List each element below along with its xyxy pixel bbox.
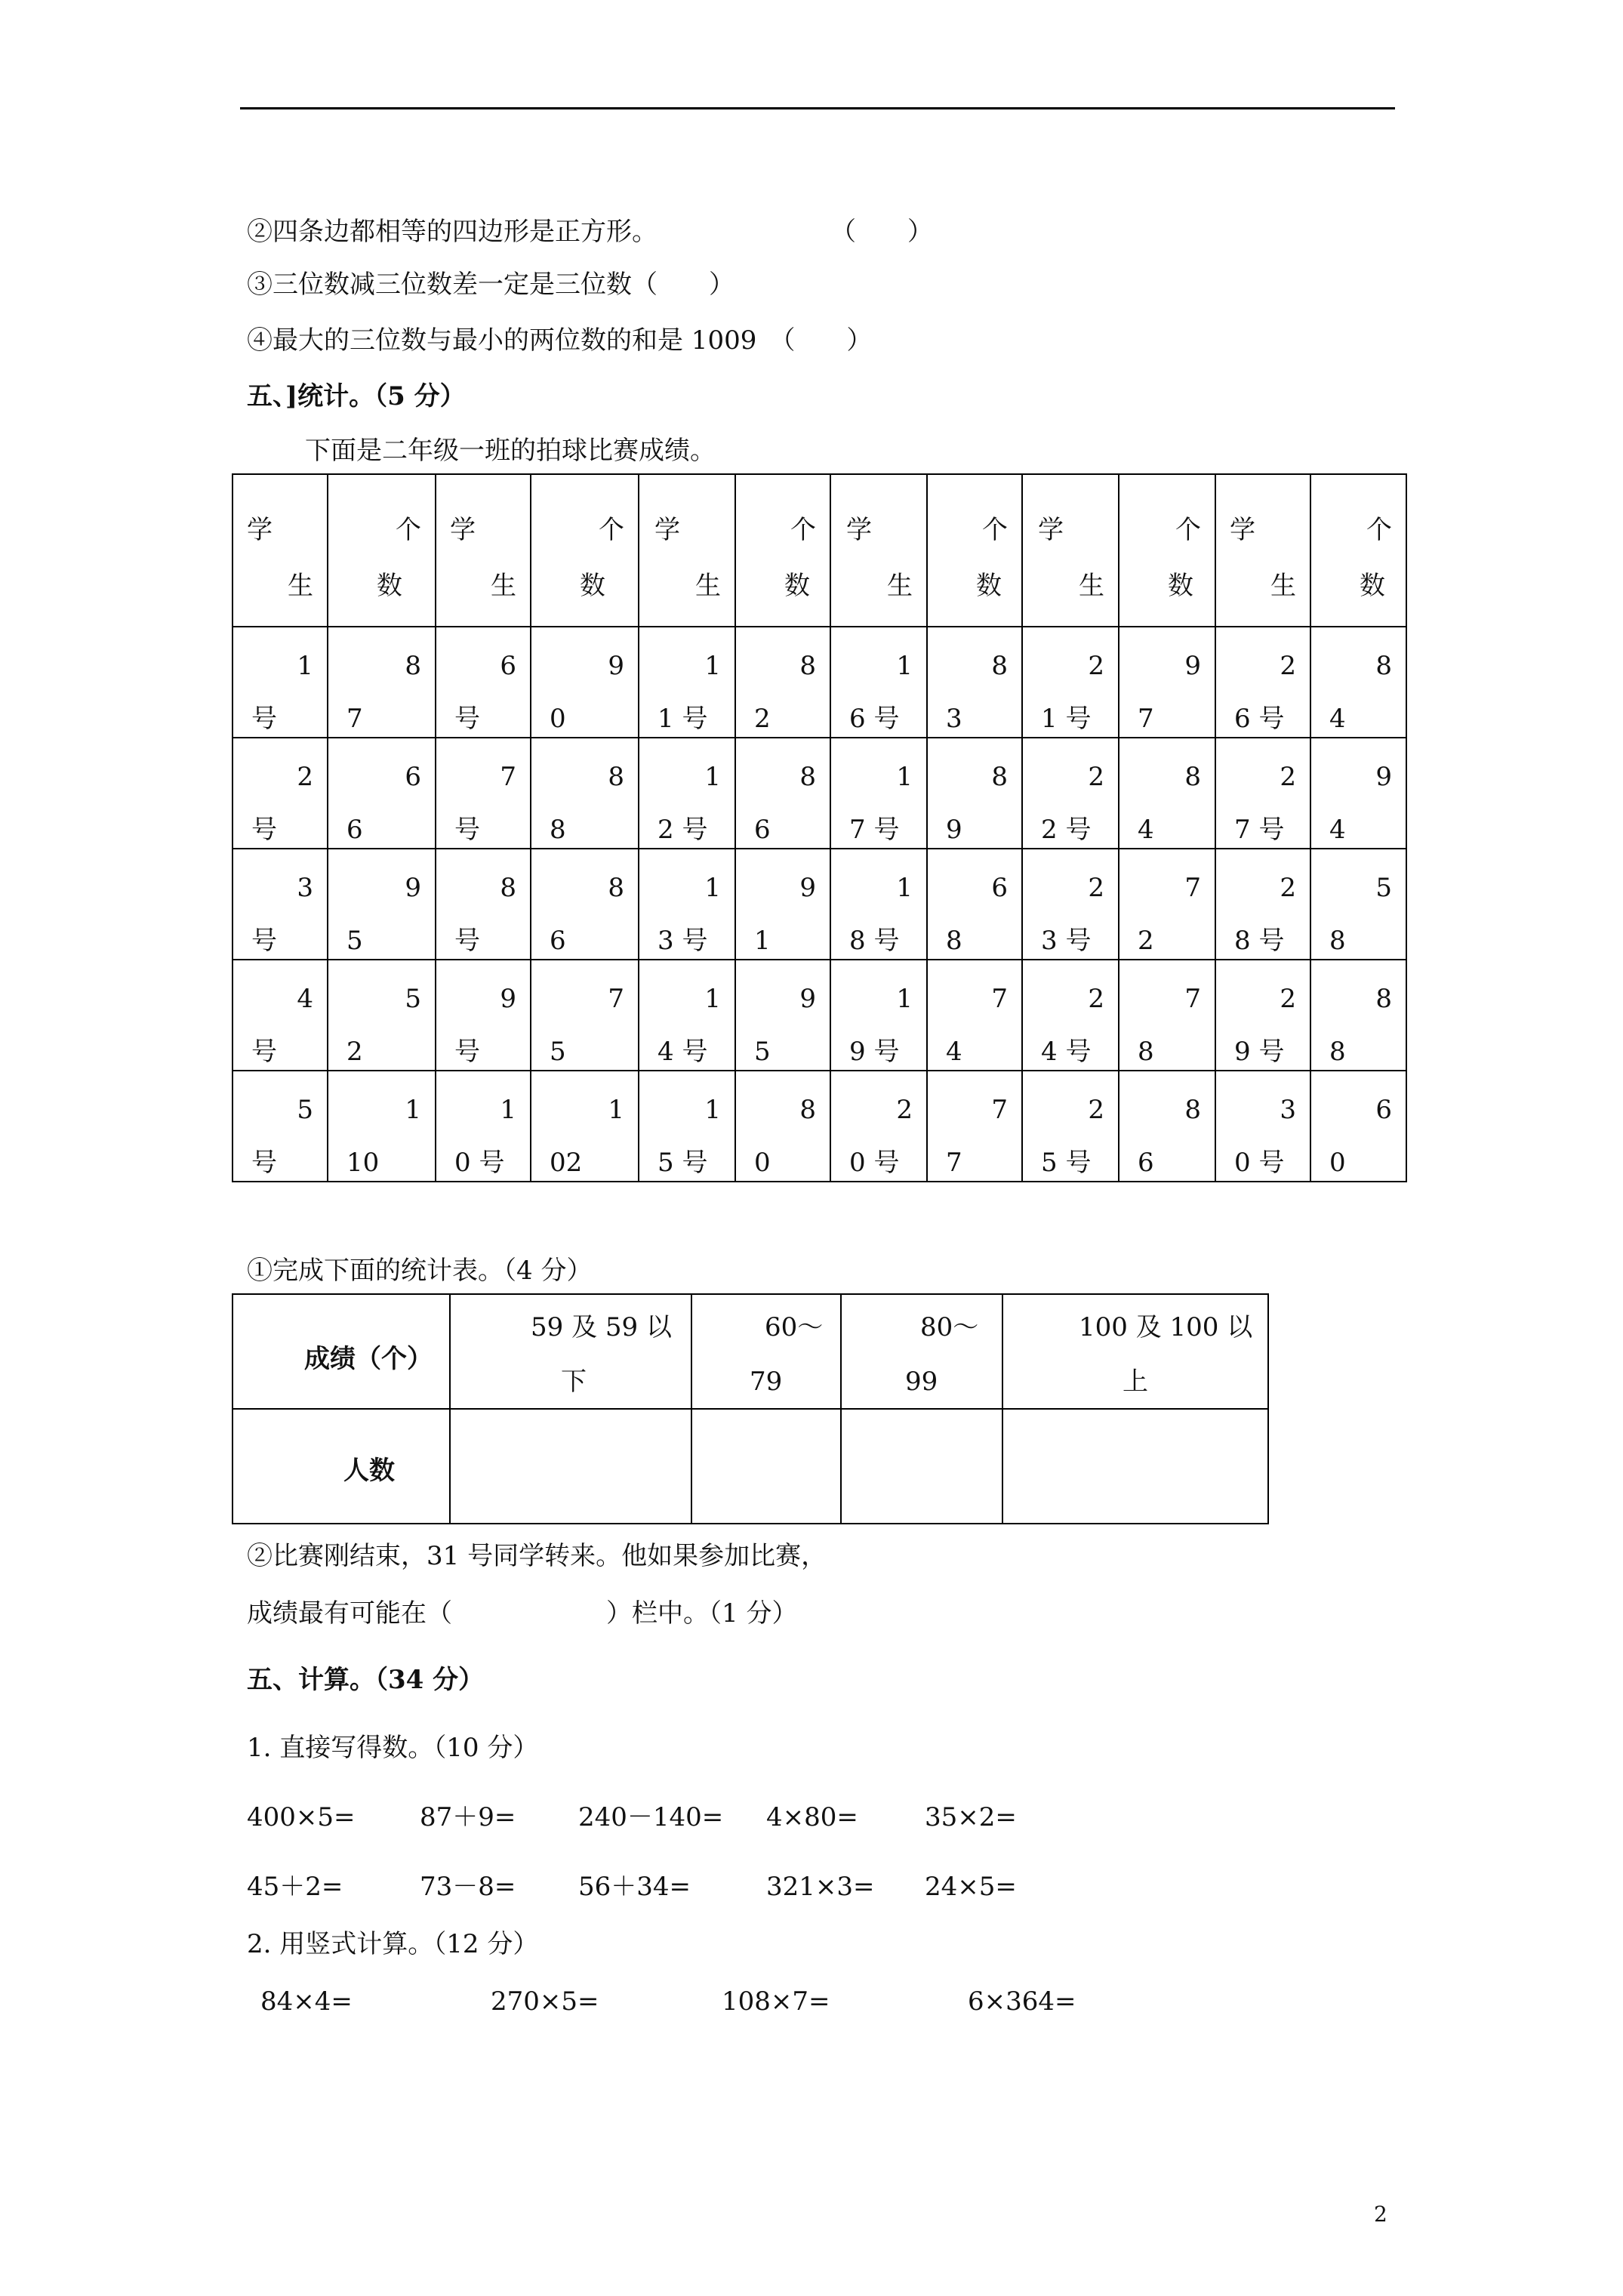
cell-text-top: 2 <box>1280 762 1296 792</box>
cell-text-bottom: 号 <box>251 704 277 734</box>
cell-text-bottom: 1 号 <box>1041 704 1092 734</box>
cell-text-top: 1 <box>405 1095 421 1125</box>
cell-text-bottom: 6 <box>754 815 771 845</box>
cell-text-top: 2 <box>1280 873 1296 903</box>
cell-text-top: 1 <box>704 1095 721 1125</box>
cell-text-bottom: 8 <box>1329 1037 1346 1067</box>
header-text-bottom: 数 <box>784 571 810 601</box>
cell-text-bottom: 号 <box>251 815 277 845</box>
score-cell <box>531 627 639 738</box>
header-text-top: 个 <box>982 515 1008 545</box>
score-cell <box>531 960 639 1071</box>
score-cell <box>735 738 830 849</box>
score-cell <box>1310 1071 1406 1182</box>
header-text-bottom: 数 <box>1360 571 1385 601</box>
student-number-cell <box>830 738 927 849</box>
student-number-cell <box>1215 849 1310 960</box>
cell-text-top: 2 <box>1088 984 1104 1014</box>
student-number-cell <box>1022 627 1119 738</box>
judge-q2-paren: （ ） <box>830 217 933 247</box>
cell-text-top: 1 <box>704 762 721 792</box>
cell-text-top: 7 <box>1184 984 1201 1014</box>
header-text-bottom: 生 <box>491 571 516 601</box>
student-number-cell <box>639 849 735 960</box>
score-row <box>233 627 1406 738</box>
cell-text-bottom: 6 号 <box>1234 704 1285 734</box>
cell-text-top: 1 <box>896 762 913 792</box>
page-number: 2 <box>1374 2202 1387 2227</box>
summary-col-3 <box>1002 1294 1268 1409</box>
cell-text-top: 9 <box>405 873 421 903</box>
score-cell <box>1119 627 1215 738</box>
summary-col-1 <box>691 1294 841 1409</box>
cell-text-bottom: 4 号 <box>658 1037 708 1067</box>
vertical-calc-item: 84×4= <box>260 1986 353 2017</box>
student-number-cell <box>1022 738 1119 849</box>
header-text-top: 学 <box>654 515 680 545</box>
summary-row2-label: 人数 <box>343 1456 395 1486</box>
cell-text-top: 8 <box>1375 984 1392 1014</box>
cell-text-top: 1 <box>704 873 721 903</box>
cell-text-top: 3 <box>1280 1095 1296 1125</box>
cell-text-bottom: 6 <box>346 815 363 845</box>
cell-text-top: 4 <box>297 984 313 1014</box>
cell-text-top: 8 <box>799 762 816 792</box>
summary-count-2[interactable] <box>841 1409 1002 1524</box>
summary-col-1-line1: 60～ <box>765 1312 824 1342</box>
score-cell <box>1310 627 1406 738</box>
header-student-cell <box>1022 474 1119 627</box>
header-student-cell <box>830 474 927 627</box>
summary-count-0[interactable] <box>450 1409 691 1524</box>
header-count-cell <box>927 474 1022 627</box>
score-cell <box>531 849 639 960</box>
cell-text-bottom: 8 号 <box>1234 926 1285 956</box>
cell-text-top: 2 <box>1088 762 1104 792</box>
header-text-bottom: 生 <box>695 571 721 601</box>
student-number-cell <box>233 627 328 738</box>
student-number-cell <box>1215 1071 1310 1182</box>
score-cell <box>1119 738 1215 849</box>
score-cell <box>531 1071 639 1182</box>
calc-item: 35×2= <box>925 1802 1017 1832</box>
judge-q3: ③三位数减三位数差一定是三位数（ ） <box>247 270 735 300</box>
student-number-cell <box>436 1071 531 1182</box>
score-cell <box>328 1071 436 1182</box>
cell-text-bottom: 3 号 <box>658 926 708 956</box>
summary-col-1-line2: 79 <box>750 1367 783 1397</box>
cell-text-bottom: 9 <box>946 815 962 845</box>
score-cell <box>735 1071 830 1182</box>
calc-item: 87＋9= <box>420 1802 516 1832</box>
cell-text-bottom: 号 <box>454 1037 480 1067</box>
student-number-cell <box>1022 849 1119 960</box>
student-number-cell <box>1215 627 1310 738</box>
cell-text-bottom: 0 号 <box>849 1148 900 1178</box>
cell-text-top: 9 <box>799 873 816 903</box>
cell-text-bottom: 0 <box>754 1148 771 1178</box>
cell-text-top: 6 <box>1375 1095 1392 1125</box>
score-cell <box>927 738 1022 849</box>
cell-text-bottom: 8 <box>1138 1037 1154 1067</box>
stats-q2-line1: ②比赛刚结束，31 号同学转来。他如果参加比赛， <box>247 1541 827 1571</box>
student-number-cell <box>1022 960 1119 1071</box>
cell-text-top: 9 <box>500 984 516 1014</box>
student-number-cell <box>1215 738 1310 849</box>
cell-text-top: 9 <box>799 984 816 1014</box>
header-text-bottom: 数 <box>976 571 1002 601</box>
header-text-top: 学 <box>1038 515 1064 545</box>
summary-col-3-line2: 上 <box>1123 1367 1148 1397</box>
cell-text-bottom: 6 <box>550 926 566 956</box>
cell-text-bottom: 5 <box>754 1037 771 1067</box>
score-cell <box>735 627 830 738</box>
cell-text-bottom: 0 号 <box>454 1148 505 1178</box>
student-number-cell <box>436 960 531 1071</box>
student-number-cell <box>233 1071 328 1182</box>
cell-text-top: 8 <box>405 651 421 681</box>
calc-item: 24×5= <box>925 1872 1017 1902</box>
cell-text-top: 7 <box>991 984 1008 1014</box>
score-cell <box>1310 960 1406 1071</box>
cell-text-bottom: 7 号 <box>1234 815 1285 845</box>
cell-text-top: 9 <box>1184 651 1201 681</box>
cell-text-top: 2 <box>297 762 313 792</box>
student-number-cell <box>233 960 328 1071</box>
score-row <box>233 738 1406 849</box>
cell-text-bottom: 号 <box>251 926 277 956</box>
score-cell <box>328 849 436 960</box>
calc-item: 45＋2= <box>247 1872 343 1902</box>
cell-text-top: 2 <box>896 1095 913 1125</box>
header-text-top: 学 <box>1230 515 1255 545</box>
score-cell <box>927 627 1022 738</box>
cell-text-bottom: 5 <box>346 926 363 956</box>
score-cell <box>927 1071 1022 1182</box>
cell-text-bottom: 10 <box>346 1148 380 1178</box>
header-text-bottom: 生 <box>1079 571 1104 601</box>
header-count-cell <box>531 474 639 627</box>
cell-text-bottom: 02 <box>550 1148 583 1178</box>
cell-text-bottom: 1 号 <box>658 704 708 734</box>
calc-part1-title: 1. 直接写得数。（10 分） <box>247 1733 539 1763</box>
cell-text-top: 1 <box>608 1095 624 1125</box>
cell-text-top: 8 <box>991 762 1008 792</box>
student-number-cell <box>830 627 927 738</box>
cell-text-top: 8 <box>799 651 816 681</box>
cell-text-top: 8 <box>1375 651 1392 681</box>
calc-item: 73－8= <box>420 1872 516 1902</box>
header-text-bottom: 生 <box>887 571 913 601</box>
stats-q1: ①完成下面的统计表。（4 分） <box>247 1256 593 1286</box>
cell-text-bottom: 0 号 <box>1234 1148 1285 1178</box>
summary-col-3-line1: 100 及 100 以 <box>1079 1312 1253 1342</box>
score-row <box>233 960 1406 1071</box>
cell-text-top: 2 <box>1280 984 1296 1014</box>
student-number-cell <box>639 1071 735 1182</box>
cell-text-top: 2 <box>1088 873 1104 903</box>
cell-text-top: 7 <box>608 984 624 1014</box>
cell-text-top: 8 <box>608 873 624 903</box>
header-student-cell <box>1215 474 1310 627</box>
cell-text-top: 5 <box>405 984 421 1014</box>
score-cell <box>1119 1071 1215 1182</box>
cell-text-bottom: 7 <box>946 1148 962 1178</box>
cell-text-bottom: 0 <box>1329 1148 1346 1178</box>
cell-text-bottom: 号 <box>251 1148 277 1178</box>
cell-text-bottom: 2 <box>346 1037 363 1067</box>
summary-col-2-line1: 80～ <box>920 1312 979 1342</box>
judge-q4: ④最大的三位数与最小的两位数的和是 1009 （ ） <box>247 325 873 356</box>
header-text-top: 个 <box>599 515 624 545</box>
summary-count-1[interactable] <box>691 1409 841 1524</box>
score-cell <box>1310 849 1406 960</box>
cell-text-bottom: 号 <box>251 1037 277 1067</box>
summary-row1-label-cell <box>233 1294 450 1409</box>
stats-q2-line2: 成绩最有可能在（ ）栏中。（1 分） <box>247 1598 798 1629</box>
cell-text-bottom: 4 <box>946 1037 962 1067</box>
score-cell <box>328 627 436 738</box>
stats-title: 五、]统计。（5 分） <box>247 381 466 411</box>
header-text-top: 个 <box>1366 515 1392 545</box>
cell-text-top: 8 <box>608 762 624 792</box>
header-text-bottom: 数 <box>580 571 605 601</box>
score-cell <box>531 738 639 849</box>
cell-text-top: 2 <box>1088 1095 1104 1125</box>
cell-text-bottom: 4 号 <box>1041 1037 1092 1067</box>
student-number-cell <box>436 738 531 849</box>
cell-text-bottom: 7 号 <box>849 815 900 845</box>
cell-text-top: 8 <box>500 873 516 903</box>
cell-text-top: 8 <box>991 651 1008 681</box>
cell-text-bottom: 9 号 <box>849 1037 900 1067</box>
judge-q2: ②四条边都相等的四边形是正方形。 <box>247 217 658 247</box>
calc-part2-title: 2. 用竖式计算。（12 分） <box>247 1929 539 1959</box>
student-number-cell <box>1022 1071 1119 1182</box>
vertical-calc-item: 108×7= <box>722 1986 830 2017</box>
score-table <box>232 473 1407 1182</box>
cell-text-top: 6 <box>500 651 516 681</box>
cell-text-bottom: 9 号 <box>1234 1037 1285 1067</box>
header-text-top: 学 <box>846 515 872 545</box>
header-text-bottom: 数 <box>1168 571 1193 601</box>
cell-text-top: 6 <box>405 762 421 792</box>
cell-text-bottom: 号 <box>454 704 480 734</box>
calc-item: 321×3= <box>766 1872 875 1902</box>
summary-table <box>232 1293 1269 1524</box>
cell-text-top: 1 <box>500 1095 516 1125</box>
cell-text-bottom: 6 号 <box>849 704 900 734</box>
cell-text-bottom: 2 号 <box>1041 815 1092 845</box>
summary-col-0-line1: 59 及 59 以 <box>531 1312 672 1342</box>
score-row <box>233 849 1406 960</box>
student-number-cell <box>233 849 328 960</box>
student-number-cell <box>436 627 531 738</box>
calc-item: 56＋34= <box>578 1872 691 1902</box>
header-text-top: 个 <box>790 515 816 545</box>
cell-text-top: 8 <box>1184 1095 1201 1125</box>
header-text-top: 学 <box>247 515 273 545</box>
header-count-cell <box>1119 474 1215 627</box>
cell-text-top: 1 <box>297 651 313 681</box>
cell-text-top: 1 <box>896 651 913 681</box>
cell-text-top: 2 <box>1088 651 1104 681</box>
student-number-cell <box>830 849 927 960</box>
summary-row2-label-cell <box>233 1409 450 1524</box>
cell-text-top: 8 <box>799 1095 816 1125</box>
student-number-cell <box>830 960 927 1071</box>
cell-text-bottom: 4 <box>1329 815 1346 845</box>
student-number-cell <box>639 960 735 1071</box>
cell-text-top: 2 <box>1280 651 1296 681</box>
cell-text-top: 9 <box>1375 762 1392 792</box>
header-student-cell <box>436 474 531 627</box>
header-text-bottom: 生 <box>288 571 313 601</box>
cell-text-bottom: 6 <box>1138 1148 1154 1178</box>
summary-col-2-line2: 99 <box>905 1367 938 1397</box>
score-cell <box>927 849 1022 960</box>
score-cell <box>1119 960 1215 1071</box>
header-text-bottom: 数 <box>377 571 402 601</box>
cell-text-bottom: 5 号 <box>658 1148 708 1178</box>
score-row <box>233 1071 1406 1182</box>
score-cell <box>735 849 830 960</box>
cell-text-top: 1 <box>704 984 721 1014</box>
cell-text-top: 7 <box>991 1095 1008 1125</box>
header-student-cell <box>233 474 328 627</box>
cell-text-bottom: 2 号 <box>658 815 708 845</box>
cell-text-bottom: 4 <box>1138 815 1154 845</box>
calc-item: 400×5= <box>247 1802 356 1832</box>
header-count-cell <box>1310 474 1406 627</box>
cell-text-top: 1 <box>896 984 913 1014</box>
cell-text-top: 8 <box>1184 762 1201 792</box>
cell-text-top: 5 <box>297 1095 313 1125</box>
student-number-cell <box>436 849 531 960</box>
cell-text-bottom: 5 <box>550 1037 566 1067</box>
student-number-cell <box>639 738 735 849</box>
header-count-cell <box>735 474 830 627</box>
cell-text-top: 1 <box>704 651 721 681</box>
cell-text-top: 9 <box>608 651 624 681</box>
score-header-row <box>233 474 1406 627</box>
summary-row1-label: 成绩（个） <box>304 1344 433 1374</box>
score-cell <box>1310 738 1406 849</box>
student-number-cell <box>639 627 735 738</box>
cell-text-bottom: 8 <box>550 815 566 845</box>
calc-item: 4×80= <box>766 1802 858 1832</box>
summary-col-0 <box>450 1294 691 1409</box>
summary-col-0-line2: 下 <box>561 1367 587 1397</box>
header-text-top: 学 <box>450 515 476 545</box>
cell-text-bottom: 2 <box>1138 926 1154 956</box>
score-cell <box>328 960 436 1071</box>
cell-text-bottom: 7 <box>1138 704 1154 734</box>
cell-text-bottom: 号 <box>454 926 480 956</box>
cell-text-top: 5 <box>1375 873 1392 903</box>
cell-text-bottom: 号 <box>454 815 480 845</box>
cell-text-top: 7 <box>500 762 516 792</box>
cell-text-bottom: 8 号 <box>849 926 900 956</box>
cell-text-top: 6 <box>991 873 1008 903</box>
student-number-cell <box>830 1071 927 1182</box>
score-cell <box>735 960 830 1071</box>
cell-text-bottom: 1 <box>754 926 771 956</box>
cell-text-bottom: 3 <box>946 704 962 734</box>
cell-text-bottom: 7 <box>346 704 363 734</box>
score-cell <box>1119 849 1215 960</box>
header-text-top: 个 <box>1175 515 1201 545</box>
cell-text-bottom: 0 <box>550 704 566 734</box>
vertical-calc-item: 6×364= <box>968 1986 1076 2017</box>
cell-text-bottom: 2 <box>754 704 771 734</box>
header-count-cell <box>328 474 436 627</box>
cell-text-top: 7 <box>1184 873 1201 903</box>
cell-text-top: 1 <box>896 873 913 903</box>
vertical-calc-item: 270×5= <box>491 1986 599 2017</box>
cell-text-bottom: 4 <box>1329 704 1346 734</box>
summary-count-3[interactable] <box>1002 1409 1268 1524</box>
cell-text-bottom: 5 号 <box>1041 1148 1092 1178</box>
student-number-cell <box>1215 960 1310 1071</box>
cell-text-top: 3 <box>297 873 313 903</box>
cell-text-bottom: 3 号 <box>1041 926 1092 956</box>
header-text-bottom: 生 <box>1270 571 1296 601</box>
cell-text-bottom: 8 <box>1329 926 1346 956</box>
stats-intro: 下面是二年级一班的拍球比赛成绩。 <box>305 436 716 466</box>
header-text-top: 个 <box>396 515 421 545</box>
summary-col-2 <box>841 1294 1002 1409</box>
header-rule <box>240 107 1395 109</box>
cell-text-bottom: 8 <box>946 926 962 956</box>
score-cell <box>927 960 1022 1071</box>
student-number-cell <box>233 738 328 849</box>
score-cell <box>328 738 436 849</box>
calc-title: 五、计算。（34 分） <box>247 1665 485 1695</box>
header-student-cell <box>639 474 735 627</box>
calc-item: 240－140= <box>578 1802 724 1832</box>
